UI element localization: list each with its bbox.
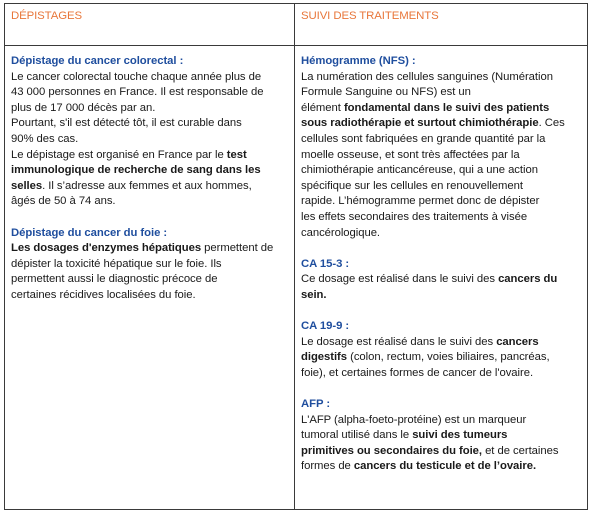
text-line xyxy=(11,179,288,195)
text-line xyxy=(11,241,288,257)
text-line xyxy=(301,194,581,210)
text-line xyxy=(11,101,288,117)
text-line xyxy=(11,288,288,304)
text-run: Pourtant, s'il est détecté tôt, il est curable dans xyxy=(11,117,242,130)
text-line xyxy=(11,257,288,273)
bold-text: sein. xyxy=(301,288,327,301)
text-run: plus de 17 000 décès par an. xyxy=(11,101,156,114)
text-line xyxy=(11,85,288,101)
text-line xyxy=(301,272,581,288)
section-title-afp: AFP : xyxy=(301,398,331,411)
section-body-colorectal xyxy=(11,70,288,210)
section-body-nfs xyxy=(301,70,581,242)
bold-text: immunologique de recherche de sang dans les xyxy=(11,164,261,177)
text-line xyxy=(301,444,581,460)
bold-text: digestifs xyxy=(301,351,348,364)
text-line xyxy=(301,85,581,101)
text-line xyxy=(301,350,581,366)
text-line xyxy=(11,148,288,164)
header-cell-depistages xyxy=(5,4,295,46)
bold-text: test xyxy=(226,148,247,161)
section-title-colorectal: Dépistage du cancer colorectal : xyxy=(11,55,184,67)
section-title-foie: Dépistage du cancer du foie : xyxy=(11,226,168,239)
text-line xyxy=(301,148,581,164)
text-run: cellules sont fabriquées en grande quantité par la xyxy=(301,132,546,145)
text-run: 43 000 personnes en France. Il est responsable de xyxy=(11,86,264,99)
bold-text: cancers du xyxy=(498,273,558,286)
text-line xyxy=(301,101,581,117)
section-body-ca199 xyxy=(301,335,581,382)
bold-text: selles xyxy=(11,179,43,192)
text-run: chimiothérapie anticancéreuse, qui a une action xyxy=(301,164,538,177)
text-line xyxy=(11,272,288,288)
text-run: 90% des cas. xyxy=(11,132,79,145)
bold-text: suivi des tumeurs xyxy=(412,429,508,442)
text-run: spécifique sur les cellules en renouvellement xyxy=(301,179,523,192)
bold-text: cancers xyxy=(496,335,539,348)
header-suivi: SUIVI DES TRAITEMENTS xyxy=(301,10,439,22)
bold-text: Les dosages d'enzymes hépatiques xyxy=(11,242,202,255)
text-run: âgés de 50 à 74 ans. xyxy=(11,195,116,208)
section-title-ca199: CA 19-9 : xyxy=(301,320,350,333)
text-run: formes de xyxy=(301,460,354,473)
text-run: . Ces xyxy=(538,117,565,130)
text-run: . Il s’adresse aux femmes et aux hommes, xyxy=(42,179,252,192)
suivi-column xyxy=(295,46,587,509)
spacer xyxy=(301,381,581,397)
text-run: Le dépistage est organisé en France par le xyxy=(11,148,227,161)
text-line xyxy=(301,288,581,304)
text-line xyxy=(11,194,288,210)
text-line xyxy=(301,163,581,179)
text-run: Le dosage est réalisé dans le suivi des xyxy=(301,335,497,348)
text-line xyxy=(301,459,581,475)
text-line xyxy=(301,366,581,382)
bold-text: sous radiothérapie et surtout chimiothérapie xyxy=(301,117,539,130)
text-run: rapide. L’hémogramme permet donc de dépister xyxy=(301,195,540,208)
text-line xyxy=(11,132,288,148)
text-line xyxy=(301,335,581,351)
text-line xyxy=(301,132,581,148)
text-line xyxy=(301,116,581,132)
depistages-column xyxy=(5,46,295,509)
text-run: cancérologique. xyxy=(301,226,381,239)
section-body-ca153 xyxy=(301,272,581,303)
header-cell-suivi xyxy=(295,4,587,46)
bold-text: fondamental dans le suivi des patients xyxy=(343,101,550,114)
text-run: Formule Sanguine ou NFS) est un xyxy=(301,86,471,99)
text-line xyxy=(301,210,581,226)
section-title-ca153: CA 15-3 : xyxy=(301,257,350,270)
text-run: tumoral utilisé dans le xyxy=(301,429,413,442)
section-title-nfs: Hémogramme (NFS) : xyxy=(301,55,416,67)
text-run: foie), et certaines formes de cancer de l'ovaire. xyxy=(301,366,534,379)
text-run: La numération des cellules sanguines (Numération xyxy=(301,70,553,83)
text-run: L'AFP (alpha-foeto-protéine) est un marqueur xyxy=(301,413,527,426)
text-run: Ce dosage est réalisé dans le suivi des xyxy=(301,273,499,286)
text-line xyxy=(301,428,581,444)
spacer xyxy=(301,304,581,320)
bold-text: primitives ou secondaires du foie, xyxy=(301,444,482,457)
spacer xyxy=(11,210,288,226)
text-run: moelle osseuse, et sont très affectées par la xyxy=(301,148,520,161)
text-line xyxy=(11,163,288,179)
text-run: permettent aussi le diagnostic précoce de xyxy=(11,273,218,286)
spacer xyxy=(301,241,581,257)
header-depistages: DÉPISTAGES xyxy=(11,10,82,22)
info-table xyxy=(4,3,588,510)
text-run: et de certaines xyxy=(481,444,559,457)
text-line xyxy=(301,226,581,242)
text-run: dépister la toxicité hépatique sur le foie. Ils xyxy=(11,257,222,270)
section-body-afp xyxy=(301,413,581,475)
text-run: les effets secondaires des traitements à visée xyxy=(301,210,528,223)
text-run: (colon, rectum, voies biliaires, pancréas, xyxy=(347,351,550,364)
text-line xyxy=(11,116,288,132)
text-run: certaines récidives localisées du foie. xyxy=(11,288,196,301)
bold-text: cancers du testicule et de l’ovaire. xyxy=(353,460,537,473)
text-line xyxy=(301,179,581,195)
text-run: permettent de xyxy=(201,242,274,255)
text-run: élément xyxy=(301,101,344,114)
text-line xyxy=(301,70,581,86)
text-run: Le cancer colorectal touche chaque année plus de xyxy=(11,70,262,83)
section-body-foie xyxy=(11,241,288,303)
text-line xyxy=(301,413,581,429)
text-line xyxy=(11,70,288,86)
